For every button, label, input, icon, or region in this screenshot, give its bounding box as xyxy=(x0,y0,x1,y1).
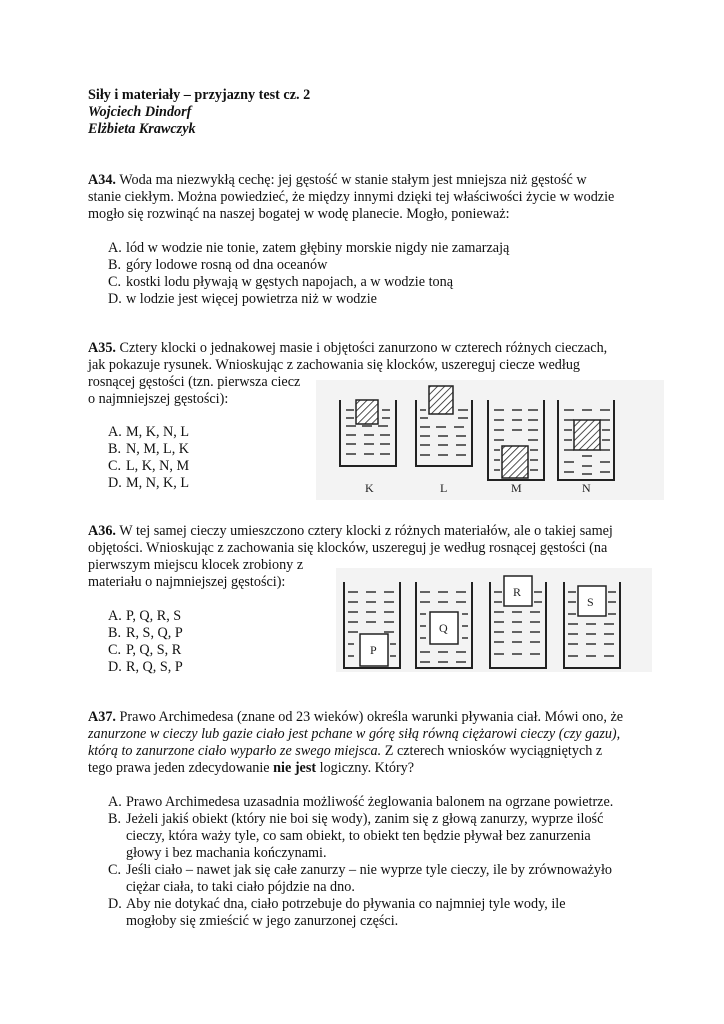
a34-option-c[interactable]: C. kostki lodu pływają w gęstych napojach, a w wodzie toną xyxy=(108,274,454,290)
a37-option-c-line-2: ciężar ciała, to taki ciało pójdzie na dno. xyxy=(126,879,355,895)
a37-number: A37. xyxy=(88,709,116,725)
a36-line-3: pierwszym miejscu klocek zrobiony z xyxy=(88,557,304,573)
a37-option-b[interactable]: B. Jeżeli jakiś obiekt (który nie boi się wody), zanim się z głową zanurzy, wyprze ilość xyxy=(108,811,604,827)
author-2: Elżbieta Krawczyk xyxy=(88,121,196,137)
figure-label-r: R xyxy=(513,585,522,599)
a37-option-b-line-3: głowy i bez machania kończynami. xyxy=(126,845,327,861)
a36-option-b[interactable]: B. R, S, Q, P xyxy=(108,625,183,641)
a34-number: A34. xyxy=(88,172,116,188)
a37-option-c[interactable]: C. Jeśli ciało – nawet jak się całe zanurzy – nie wyprze tyle cieczy, ile by zrównoważyło xyxy=(108,862,612,878)
a35-option-a[interactable]: A. M, K, N, L xyxy=(108,424,190,440)
figure-label-q: Q xyxy=(439,621,448,635)
a36-line-1: A36. W tej samej cieczy umieszczono cztery klocki z różnych materiałów, ale o takiej samej xyxy=(88,523,613,539)
a34-line-1: A34. Woda ma niezwykłą cechę: jej gęstość w stanie stałym jest mniejsza niż gęstość w xyxy=(88,172,587,188)
a35-option-b[interactable]: B. N, M, L, K xyxy=(108,441,190,457)
figure-label-l: L xyxy=(440,481,448,495)
a36-line-4: materiału o najmniejszej gęstości): xyxy=(88,574,286,590)
figure-label-p: P xyxy=(370,643,377,657)
figure-label-m: M xyxy=(511,481,522,495)
a35-line-3: rosnącej gęstości (tzn. pierwsza ciecz xyxy=(88,374,301,390)
a36-figure xyxy=(336,568,652,672)
a37-option-a[interactable]: A. Prawo Archimedesa uzasadnia możliwość żeglowania balonem na ogrzane powietrze. xyxy=(108,794,614,810)
author-1: Wojciech Dindorf xyxy=(88,104,192,120)
figure-label-n: N xyxy=(582,481,591,495)
a36-option-a[interactable]: A. P, Q, R, S xyxy=(108,608,182,624)
a34-line-3: mogło się rozwinąć na naszej bogatej w wodę planecie. Mogło, ponieważ: xyxy=(88,206,510,222)
a35-number: A35. xyxy=(88,340,116,356)
a37-line-4: tego prawa jeden zdecydowanie nie jest logiczny. Który? xyxy=(88,760,415,776)
a35-option-c[interactable]: C. L, K, N, M xyxy=(108,458,190,474)
a34-option-a[interactable]: A. lód w wodzie nie tonie, zatem głębiny morskie nigdy nie zamarzają xyxy=(108,240,510,256)
a35-line-1: A35. Cztery klocki o jednakowej masie i objętości zanurzono w czterech różnych cieczach, xyxy=(88,340,608,356)
a34-option-b[interactable]: B. góry lodowe rosną od dna oceanów xyxy=(108,257,328,273)
a37-option-d-line-2: mogłoby się zmieścić w jego zanurzonej części. xyxy=(126,913,399,929)
a37-line-3: którą to zanurzone ciało wyparło ze swego miejsca. Z czterech wniosków wyciągniętych z xyxy=(88,743,603,759)
a35-line-2: jak pokazuje rysunek. Wnioskując z zachowania się klocków, uszereguj ciecze według xyxy=(88,357,581,373)
a37-line-1: A37. Prawo Archimedesa (znane od 23 wieków) określa warunki pływania ciał. Mówi ono, że xyxy=(88,709,624,725)
a34-option-d[interactable]: D. w lodzie jest więcej powietrza niż w wodzie xyxy=(108,291,377,307)
a36-number: A36. xyxy=(88,523,116,539)
a35-figure xyxy=(316,380,664,500)
a37-line-2: zanurzone w cieczy lub gazie ciało jest pchane w górę siłą równą ciężarowi cieczy (czy gazu), xyxy=(88,726,621,742)
a36-line-2: objętości. Wnioskując z zachowania się klocków, uszereguj je według rosnącej gęstości (na xyxy=(88,540,608,556)
a35-option-d[interactable]: D. M, N, K, L xyxy=(108,475,190,491)
figure-label-k: K xyxy=(365,481,374,495)
a36-option-c[interactable]: C. P, Q, S, R xyxy=(108,642,182,658)
figure-label-s: S xyxy=(587,595,594,609)
a37-option-b-line-2: cieczy, która waży tyle, co sam obiekt, to obiekt ten będzie pływał bez zanurzenia xyxy=(126,828,591,844)
a37-option-d[interactable]: D. Aby nie dotykać dna, ciało potrzebuje do pływania co najmniej tyle wody, ile xyxy=(108,896,566,912)
document-title: Siły i materiały – przyjazny test cz. 2 xyxy=(88,87,311,103)
a36-option-d[interactable]: D. R, Q, S, P xyxy=(108,659,183,675)
a34-line-2: stanie ciekłym. Można powiedzieć, że między innymi dzięki tej właściwości życie w wodzie xyxy=(88,189,615,205)
a35-line-4: o najmniejszej gęstości): xyxy=(88,391,229,407)
